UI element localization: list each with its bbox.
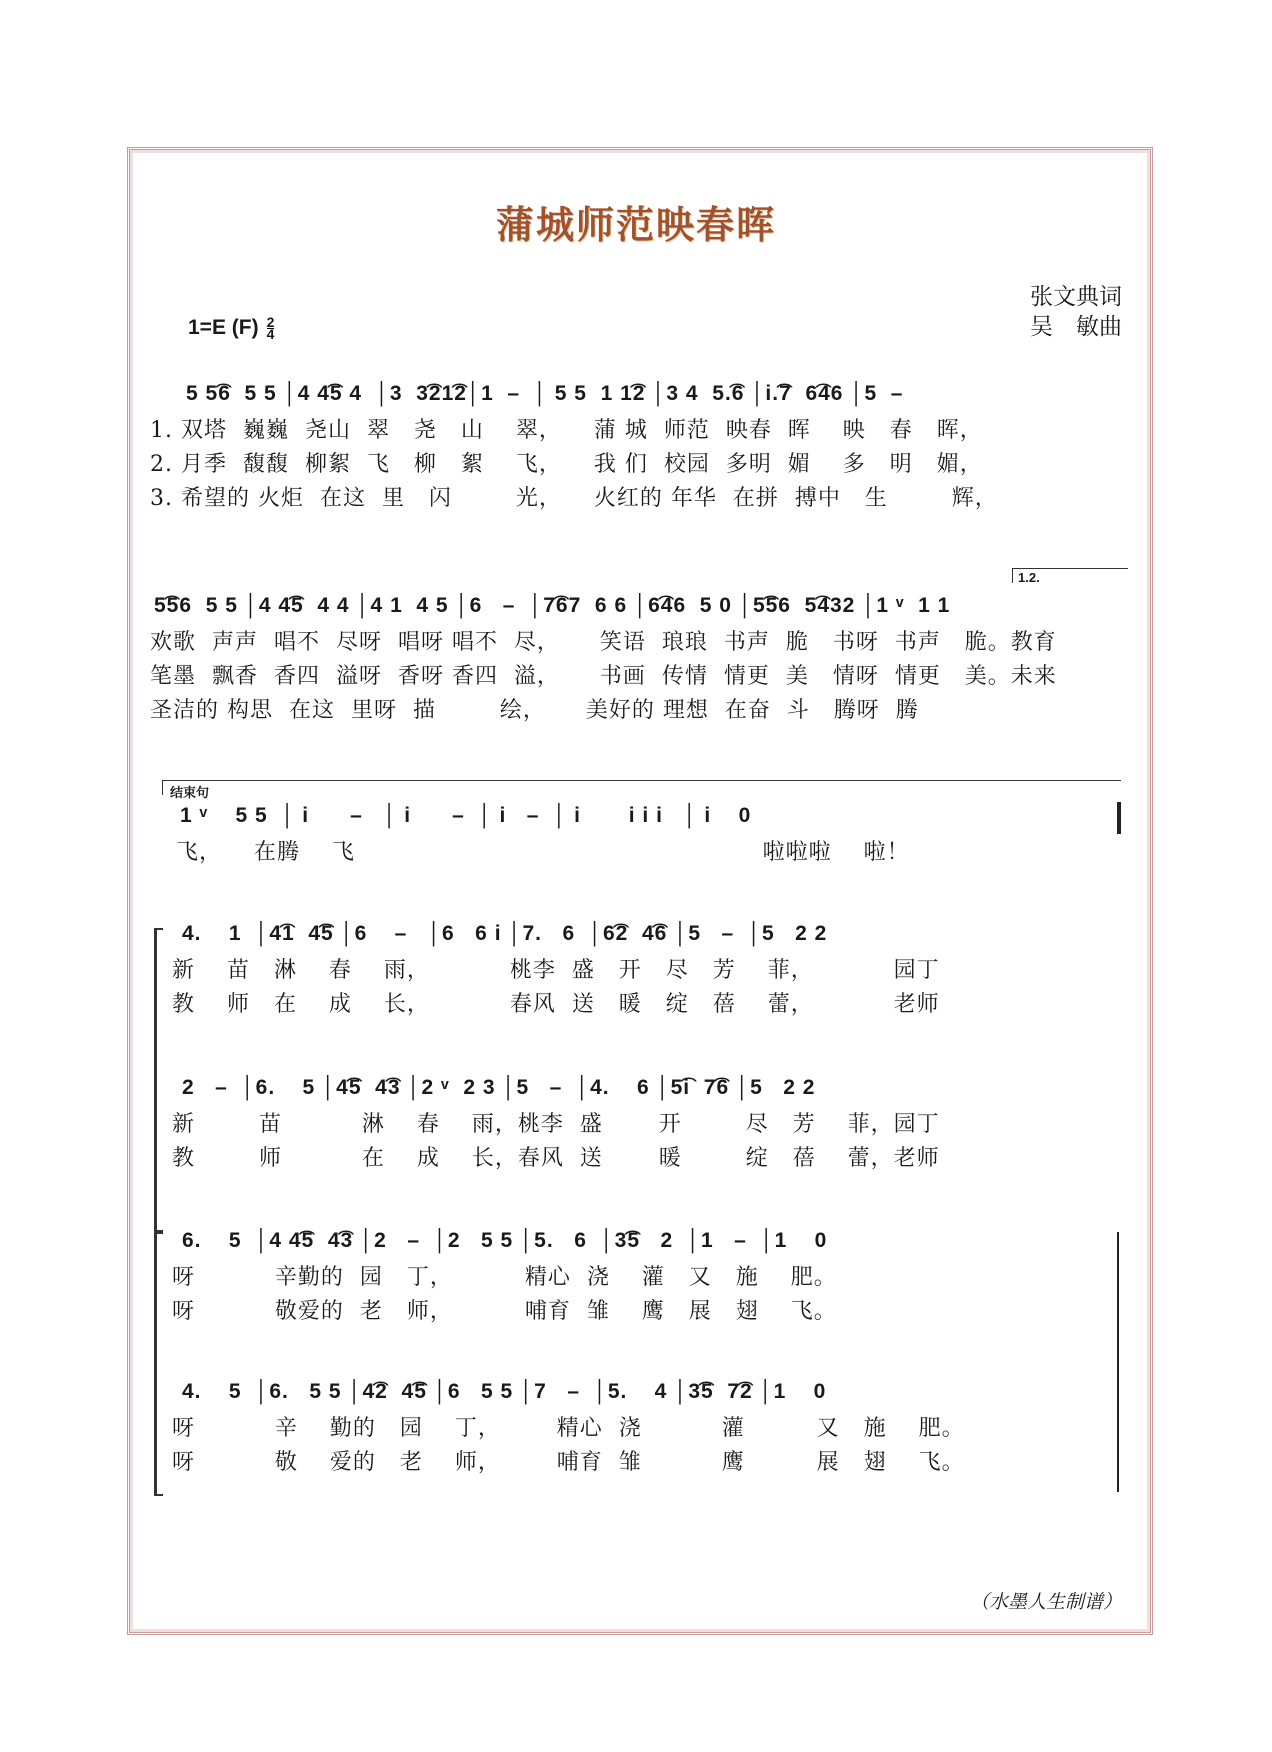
lyricist-credit: 张文典词 — [1030, 284, 1122, 310]
time-signature — [266, 313, 275, 342]
lyric-verse-2: 2. 月季 馥馥 柳絮 飞 柳 絮 飞， 我 们 校园 多明 媚 多 明 媚， — [150, 452, 983, 477]
system-end-barline — [1117, 1232, 1119, 1492]
notation-line: 1 ᵛ 5 5 │ i – │ i – │ i – │ i i i i │ i 0 — [180, 804, 752, 827]
lyric-verse-3: 圣洁的 构思 在这 里呀 描 绘， 美好的 理想 在奋 斗 腾呀 腾 — [150, 698, 919, 723]
key-signature — [188, 313, 275, 342]
lyric-line-1: 新 苗 淋 春 雨， 桃李 盛 开 尽 芳 菲， 园丁 — [172, 958, 940, 983]
lyric-line-1: 呀 辛 勤的 园 丁， 精心 浇 灌 又 施 肥。 — [172, 1416, 965, 1441]
lyric-line-2: 呀 敬 爱的 老 师， 哺育 雏 鹰 展 翅 飞。 — [172, 1450, 965, 1475]
notation-line: 5͡56 5 5 │4 4͡5 4 4 │4 1 4 5 │6 – │7͡67 6 6 │6͡46 5 0 │5͡56 5͡432 │1 ᵛ 1 1 — [154, 594, 951, 617]
ending-bracket — [162, 780, 1121, 795]
staff-section-1 — [150, 378, 1130, 516]
staff-section-4-upper — [172, 918, 1152, 1022]
time-top: 2 — [266, 313, 275, 330]
notation-line: 5 5͡6 5 5 │4 4͡5 4 │3 3͡21͡2│1 – │ 5 5 1 1͡2 │3 4 5.͡6 │i.͡7 6͡46 │5 – — [186, 382, 904, 405]
system-brace — [154, 1232, 163, 1496]
lyric-verse-3: 3. 希望的 火炬 在这 里 闪 光， 火红的 年华 在拼 搏中 生 辉， — [150, 486, 998, 511]
lyric-line-1: 呀 辛勤的 园 丁， 精心 浇 灌 又 施 肥。 — [172, 1265, 837, 1290]
notation-line: 2 – │6. 5 │4͡5 4͡3 │2 ᵛ 2 3 │5 – │4. 6 │5͡i 7͡6 │5 2 2 — [182, 1076, 816, 1099]
lyric-line: 飞， 在腾 飞 啦啦啦 啦！ — [176, 840, 910, 865]
staff-section-5-upper — [172, 1225, 1152, 1329]
notation-line: 4. 1 │4͡1 4͡5 │6 – │6 6 i │7. 6 │6͡2 4͡6 │5 – │5 2 2 — [182, 922, 828, 945]
staff-section-3 — [150, 800, 1130, 870]
staff-section-5-lower — [172, 1376, 1152, 1480]
song-title: 蒲城师范映春晖 — [495, 202, 776, 247]
staff-section-2 — [150, 590, 1130, 728]
lyric-verse-1: 1. 双塔 巍巍 尧山 翠 尧 山 翠， 蒲 城 师范 映春 晖 映 春 晖， — [150, 418, 983, 443]
notation-line: 6. 5 │4 4͡5 4͡3 │2 – │2 5 5 │5. 6 │3͡5 2 │1 – │1 0 — [182, 1229, 828, 1252]
staff-section-4-lower — [172, 1072, 1152, 1176]
lyric-line-2: 教 师 在 成 长，春风 送 暖 绽 蓓 蕾，老师 — [172, 1146, 940, 1171]
lyric-line-2: 呀 敬爱的 老 师， 哺育 雏 鹰 展 翅 飞。 — [172, 1299, 837, 1324]
lyric-verse-1: 欢歌 声声 唱不 尽呀 唱呀 唱不 尽， 笑语 琅琅 书声 脆 书呀 书声 脆。教育 — [150, 630, 1057, 655]
volta-label: 1.2. — [1018, 570, 1040, 585]
system-brace — [154, 928, 163, 1232]
composer-credit: 吴 敏曲 — [1030, 314, 1122, 340]
notation-line: 4. 5 │6. 5 5 │4͡2 4͡5 │6 5 5 │7 – │5. 4 │3͡5 7͡2 │1 0 — [182, 1380, 827, 1403]
lyric-line-1: 新 苗 淋 春 雨，桃李 盛 开 尽 芳 菲，园丁 — [172, 1112, 940, 1137]
arranger-credit: （水墨人生制谱） — [969, 1591, 1122, 1613]
time-bottom: 4 — [266, 325, 275, 342]
ending-label: 结束句 — [170, 785, 210, 800]
lyric-verse-2: 笔墨 飘香 香四 溢呀 香呀 香四 溢， 书画 传情 情更 美 情呀 情更 美。未来 — [150, 664, 1057, 689]
lyric-line-2: 教 师 在 成 长， 春风 送 暖 绽 蓓 蕾， 老师 — [172, 992, 940, 1017]
key-label: 1=E (F) — [188, 316, 259, 339]
final-barline — [1117, 802, 1121, 834]
